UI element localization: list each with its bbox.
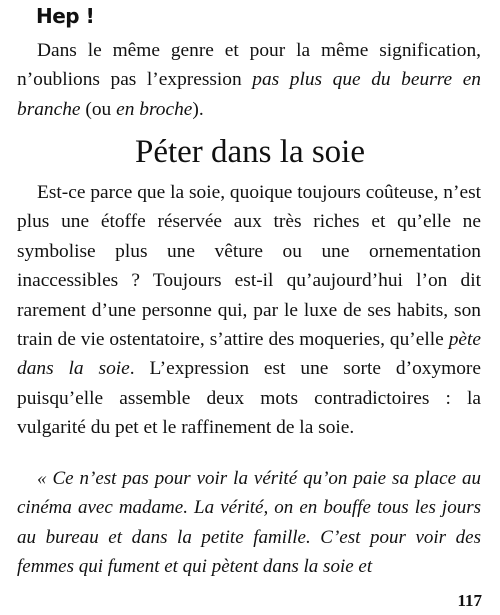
section-emphasis: pète dans la soie: [17, 329, 481, 380]
header-label: Hep !: [36, 4, 95, 28]
intro-text-2: (ou: [80, 98, 117, 120]
section-paragraph: [17, 178, 481, 443]
intro-emphasis-1: pas plus que du beurre en branche: [17, 69, 481, 120]
section-text-1: Est-ce parce que la soie, quoique toujours coûteuse, n’est plus une étoffe réservée aux très riches et qu’elle ne symbolise plus une vêture ou une ornementation inaccessibles ? Toujours est-il qu’aujourd’hui l’on dit rarement d’une personne qui, par le luxe de ses habits, son train de vie ostentatoire, s’attire des moqueries, qu’elle: [17, 182, 481, 351]
intro-paragraph: [17, 36, 481, 124]
intro-emphasis-2: en broche: [116, 98, 193, 120]
section-text-2: . L’expression est une sorte d’oxymore puisqu’elle assemble deux mots contradictoires : la vulgarité du pet et le raffinement de la soie.: [17, 358, 481, 439]
page-number: 117: [457, 591, 482, 610]
quote-paragraph: « Ce n’est pas pour voir la vérité qu’on paie sa place au cinéma avec madame. La vérité, on en bouffe tous les jours au bureau et dans la petite famille. C’est pour voir des femmes qui fument et qui pètent dans la soie et: [17, 468, 481, 578]
section-title: Péter dans la soie: [134, 134, 366, 170]
intro-text-3: ).: [192, 98, 204, 120]
intro-text-1: Dans le même genre et pour la même signification, n’oublions pas l’expression: [17, 40, 481, 91]
